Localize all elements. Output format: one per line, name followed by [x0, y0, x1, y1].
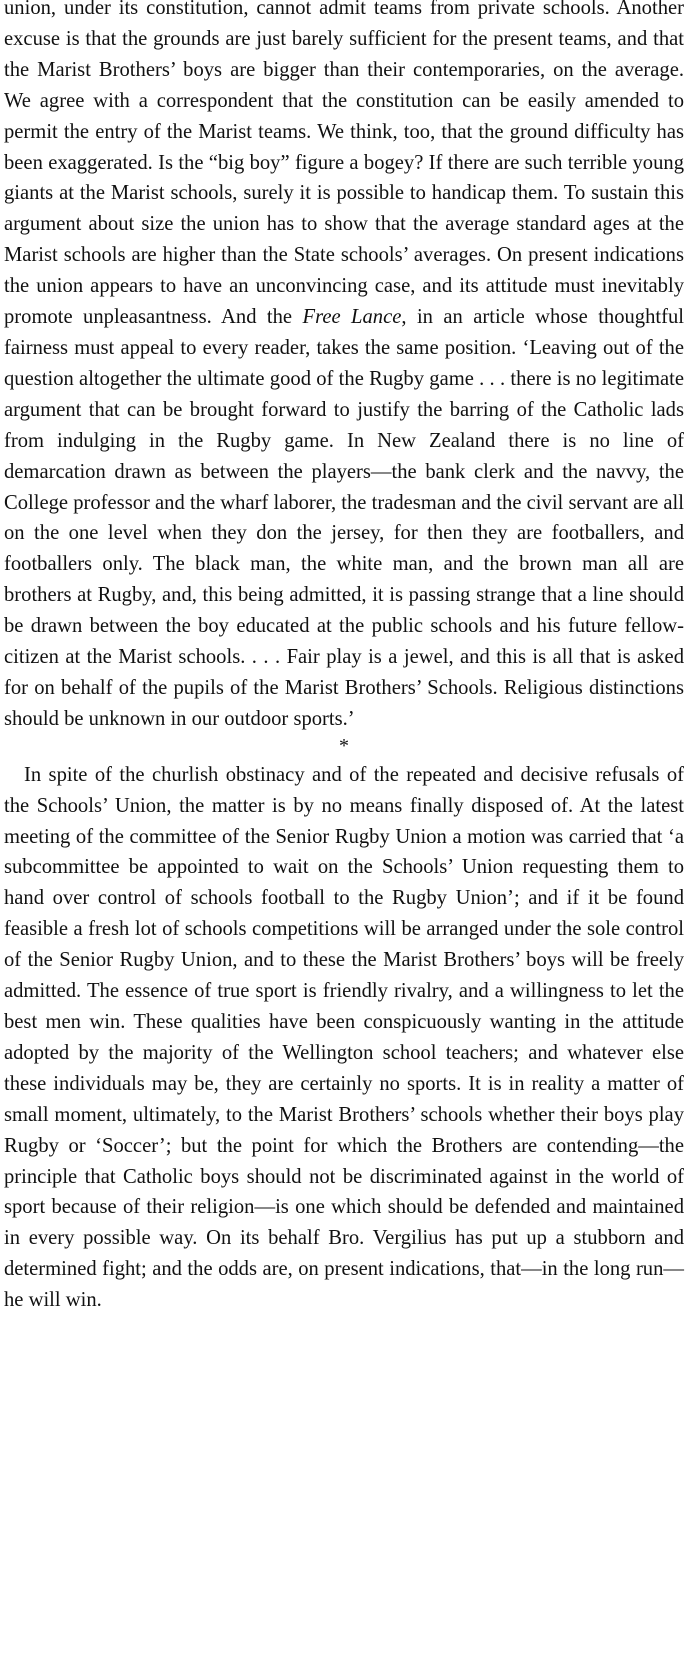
article-paragraph-1 — [4, 0, 684, 735]
paragraph-1-text-start: union, under its constitution, cannot admit teams from private schools. Another excuse is that the grounds are just barely sufficient for the present teams, and that the Marist Brothers’ boys are bigger than their contemporaries, on the average. We agree with a correspondent that the constitution can be easily amended to permit the entry of the Marist teams. We think, too, that the ground difficulty has been exaggerated. Is the “big boy” figure a bogey? If there are such terrible young giants at the Marist schools, surely it is possible to handicap them. To sustain this argument about size the union has to show that the average standard ages at the Marist schools are higher than the State schools’ averages. On present indications the union appears to have an unconvincing case, and its attitude must inevitably promote unpleasantness. And the — [4, 0, 684, 329]
article-paragraph-2: In spite of the churlish obstinacy and of the repeated and decisive refusals of the Schools’ Union, the matter is by no means finally disposed of. At the latest meeting of the committee of the Senior Rugby Union a motion was carried that ‘a subcommittee be appointed to wait on the Schools’ Union requesting them to hand over control of schools football to the Rugby Union’; and if it be found feasible a fresh lot of schools competitions will be arranged under the sole control of the Senior Rugby Union, and to these the Marist Brothers’ boys will be freely admitted. The essence of true sport is friendly rivalry, and a willingness to let the best men win. These qualities have been conspicuously wanting in the attitude adopted by the majority of the Wellington school teachers; and whatever else these individuals may be, they are certainly no sports. It is in reality a matter of small moment, ultimately, to the Marist Brothers’ schools whether their boys play Rugby or ‘Soccer’; but the point for which the Brothers are contending—the principle that Catholic boys should not be discriminated against in the world of sport because of their religion—is one which should be defended and maintained in every possible way. On its behalf Bro. Vergilius has put up a stubborn and determined fight; and the odds are, on present indications, that—in the long run—he will win. — [4, 763, 684, 1312]
newspaper-column — [4, 0, 684, 1316]
paragraph-1-text-end: , in an article whose thoughtful fairness must appeal to every reader, takes the same position. ‘Leaving out of the question altogether the ultimate good of the Rugby game . . . there is no legitimate argument that can be brought forward to justify the barring of the Catholic lads from indulging in the Rugby game. In New Zealand there is no line of demarcation drawn as between the players—the bank clerk and the navvy, the College professor and the wharf laborer, the tradesman and the civil servant are all on the one level when they don the jersey, for then they are footballers, and footballers only. The black man, the white man, and the brown man all are brothers at Rugby, and, this being admitted, it is passing strange that a line should be drawn between the boy educated at the public schools and his future fellow-citizen at the Marist schools. . . . Fair play is a jewel, and this is all that is asked for on behalf of the pupils of the Marist Brothers’ Schools. Religious distinctions should be unknown in our outdoor sports.’ — [4, 306, 684, 730]
publication-title-free-lance: Free Lance — [302, 306, 402, 329]
section-divider-asterisk: * — [339, 734, 349, 757]
